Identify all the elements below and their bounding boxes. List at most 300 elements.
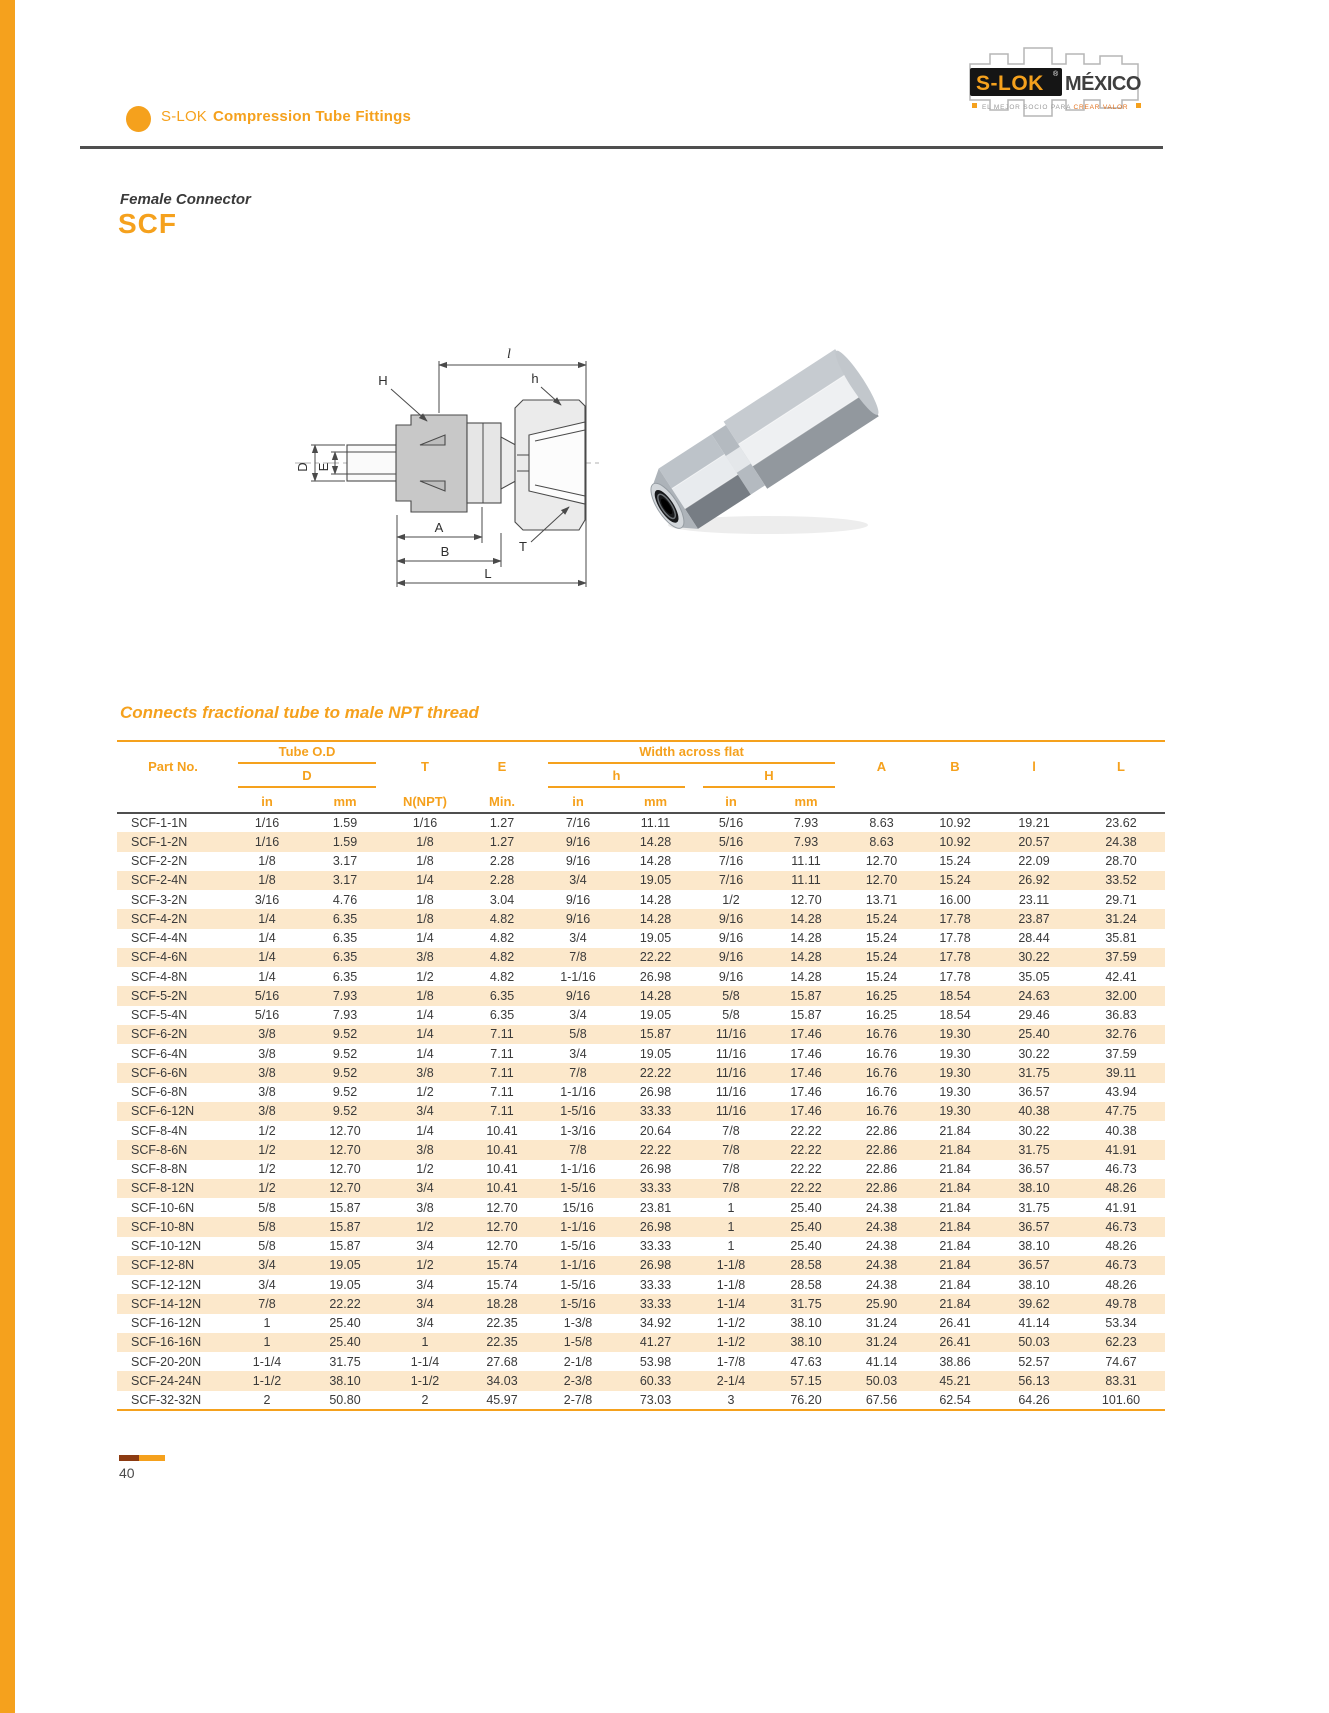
value-cell: 15.87 (790, 988, 822, 1003)
value-cell: 64.26 (1018, 1392, 1050, 1407)
footer-bar-dark (119, 1455, 139, 1461)
value-cell: 16.76 (865, 1027, 898, 1042)
value-cell: 1.27 (489, 816, 515, 831)
spacer-cell (844, 790, 919, 813)
value-cell: 22.86 (865, 1142, 898, 1157)
value-cell: 9/16 (718, 969, 744, 984)
value-cell: 25.40 (329, 1335, 361, 1350)
value-cell: 15.87 (329, 1219, 361, 1234)
value-cell: 3/4 (569, 873, 587, 888)
value-cell: 27.68 (486, 1354, 518, 1369)
part-no-cell: SCF-2-2N (131, 854, 188, 869)
value-cell: 7.93 (332, 1008, 358, 1023)
value-cell: 1-5/16 (560, 1104, 596, 1119)
npt-thread-bore (529, 422, 585, 504)
value-cell: 33.33 (639, 1277, 672, 1292)
value-cell: 1/8 (416, 988, 434, 1003)
value-cell: 9/16 (565, 854, 591, 869)
value-cell: 7.93 (332, 988, 358, 1003)
value-cell: 22.35 (486, 1316, 518, 1331)
header-rule (80, 146, 1163, 149)
value-cell: 3/4 (416, 1239, 434, 1254)
value-cell: 12.70 (329, 1181, 361, 1196)
value-cell: 9.52 (332, 1104, 358, 1119)
value-cell: 1/8 (258, 873, 276, 888)
value-cell: 6.35 (332, 931, 358, 946)
value-cell: 3/8 (258, 1104, 276, 1119)
left-edge-strip (0, 0, 15, 1713)
value-cell: 57.15 (790, 1373, 822, 1388)
value-cell: 1/4 (258, 931, 276, 946)
value-cell: 15.74 (486, 1277, 518, 1292)
part-no-cell: SCF-12-8N (131, 1258, 195, 1273)
value-cell: 1-1/8 (716, 1258, 746, 1273)
value-cell: 29.71 (1105, 892, 1137, 907)
value-cell: 21.84 (939, 1162, 971, 1177)
value-cell: 19.30 (939, 1085, 971, 1100)
unit-in: in (261, 793, 273, 809)
value-cell: 26.92 (1018, 873, 1050, 888)
value-cell: 1/4 (258, 950, 276, 965)
unit-mm: mm (643, 793, 668, 809)
value-cell: 2.28 (489, 854, 515, 869)
col-t: T (421, 758, 429, 774)
value-cell: 11/16 (715, 1065, 747, 1080)
value-cell: 38.10 (329, 1373, 361, 1388)
value-cell: 11/16 (715, 1027, 747, 1042)
value-cell: 9/16 (718, 931, 744, 946)
value-cell: 29.46 (1018, 1008, 1050, 1023)
technical-drawing (285, 325, 605, 590)
value-cell: 1-1/8 (716, 1277, 746, 1292)
value-cell: 14.28 (639, 988, 672, 1003)
value-cell: 3/8 (258, 1046, 276, 1061)
value-cell: 1/4 (416, 1008, 434, 1023)
table-row (117, 1140, 1165, 1159)
value-cell: 9/16 (565, 834, 591, 849)
value-cell: 3/4 (258, 1277, 276, 1292)
value-cell: 23.87 (1018, 911, 1050, 926)
value-cell: 41.14 (865, 1354, 898, 1369)
col-l-big: L (1117, 758, 1125, 774)
col-b: B (950, 758, 960, 774)
value-cell: 22.22 (790, 1162, 822, 1177)
value-cell: 3.17 (332, 873, 358, 888)
value-cell: 3/8 (258, 1065, 276, 1080)
value-cell: 32.00 (1105, 988, 1137, 1003)
value-cell: 16.00 (939, 892, 971, 907)
value-cell: 17.46 (790, 1104, 822, 1119)
value-cell: 22.09 (1018, 854, 1050, 869)
value-cell: 1/4 (258, 969, 276, 984)
value-cell: 14.28 (639, 834, 672, 849)
table-row (117, 871, 1165, 890)
value-cell: 9.52 (332, 1085, 358, 1100)
value-cell: 35.81 (1105, 931, 1137, 946)
unit-in: in (572, 793, 584, 809)
logo-region-text: MÉXICO (1065, 73, 1141, 95)
table-row (117, 1063, 1165, 1082)
value-cell: 6.35 (332, 911, 358, 926)
value-cell: 1-1/16 (560, 1085, 596, 1100)
table-row (117, 813, 1165, 832)
value-cell: 19.30 (939, 1104, 971, 1119)
spec-table-body (117, 813, 1165, 1410)
nut-section (396, 415, 467, 512)
value-cell: 3/8 (416, 1142, 434, 1157)
value-cell: 2 (263, 1392, 271, 1407)
value-cell: 16.25 (865, 1008, 898, 1023)
value-cell: 4.76 (332, 892, 358, 907)
value-cell: 12.70 (329, 1162, 361, 1177)
value-cell: 18.28 (486, 1296, 518, 1311)
value-cell: 19.05 (329, 1258, 361, 1273)
value-cell: 11.11 (791, 873, 821, 888)
value-cell: 31.75 (1018, 1142, 1050, 1157)
value-cell: 15.24 (865, 911, 898, 926)
value-cell: 38.10 (790, 1316, 822, 1331)
value-cell: 45.97 (486, 1392, 518, 1407)
part-no-cell: SCF-4-2N (131, 911, 188, 926)
value-cell: 3/4 (416, 1181, 434, 1196)
value-cell: 21.84 (939, 1142, 971, 1157)
value-cell: 7/8 (569, 950, 587, 965)
value-cell: 22.86 (865, 1123, 898, 1138)
value-cell: 56.13 (1018, 1373, 1050, 1388)
value-cell: 31.24 (865, 1335, 898, 1350)
value-cell: 7/16 (718, 854, 744, 869)
table-row (117, 1083, 1165, 1102)
value-cell: 2-1/8 (563, 1354, 593, 1369)
slok-mexico-logo (950, 34, 1150, 130)
value-cell: 26.98 (639, 1258, 672, 1273)
value-cell: 5/8 (258, 1239, 276, 1254)
part-no-cell: SCF-10-6N (131, 1200, 195, 1215)
part-no-cell: SCF-8-4N (131, 1123, 188, 1138)
value-cell: 28.58 (790, 1258, 822, 1273)
spacer-cell (117, 790, 229, 813)
value-cell: 53.98 (639, 1354, 672, 1369)
value-cell: 30.22 (1018, 1046, 1050, 1061)
dim-label-H: H (378, 373, 388, 388)
value-cell: 45.21 (939, 1373, 971, 1388)
value-cell: 33.33 (639, 1181, 672, 1196)
dim-label-D: D (295, 462, 310, 472)
value-cell: 2-1/4 (716, 1373, 746, 1388)
table-row (117, 1217, 1165, 1236)
value-cell: 23.11 (1018, 892, 1050, 907)
value-cell: 1-5/16 (560, 1296, 596, 1311)
value-cell: 14.28 (790, 950, 822, 965)
value-cell: 17.46 (790, 1065, 822, 1080)
col-e: E (497, 758, 507, 774)
col-l-small: l (1032, 758, 1036, 774)
value-cell: 76.20 (790, 1392, 822, 1407)
table-row (117, 1044, 1165, 1063)
value-cell: 19.05 (639, 1008, 672, 1023)
product-family: Female Connector (120, 191, 251, 208)
value-cell: 3/8 (416, 950, 434, 965)
value-cell: 7.93 (793, 816, 819, 831)
value-cell: 1/4 (258, 911, 276, 926)
value-cell: 24.38 (865, 1258, 898, 1273)
value-cell: 9.52 (332, 1065, 358, 1080)
value-cell: 74.67 (1105, 1354, 1137, 1369)
value-cell: 4.82 (489, 931, 515, 946)
value-cell: 1-7/8 (716, 1354, 746, 1369)
part-no-cell: SCF-8-12N (131, 1181, 195, 1196)
value-cell: 15.24 (939, 854, 971, 869)
value-cell: 3 (727, 1392, 735, 1407)
table-row (117, 1237, 1165, 1256)
value-cell: 28.70 (1105, 854, 1137, 869)
value-cell: 38.10 (1018, 1181, 1050, 1196)
value-cell: 21.84 (939, 1296, 971, 1311)
value-cell: 67.56 (865, 1392, 898, 1407)
value-cell: 37.59 (1105, 950, 1137, 965)
value-cell: 41.27 (639, 1335, 672, 1350)
value-cell: 48.26 (1105, 1277, 1137, 1292)
table-row (117, 1371, 1165, 1390)
table-row (117, 986, 1165, 1005)
value-cell: 12.70 (486, 1200, 518, 1215)
value-cell: 22.22 (639, 1065, 672, 1080)
value-cell: 34.92 (639, 1316, 672, 1331)
footer-bars (119, 1455, 165, 1461)
value-cell: 25.40 (790, 1219, 822, 1234)
section-brand: S-LOK (161, 108, 208, 125)
value-cell: 9/16 (718, 911, 744, 926)
page-number: 40 (119, 1465, 135, 1481)
value-cell: 21.84 (939, 1239, 971, 1254)
value-cell: 1/2 (416, 969, 434, 984)
value-cell: 7/8 (569, 1142, 587, 1157)
col-part-no: Part No. (148, 758, 198, 774)
value-cell: 12.70 (329, 1142, 361, 1157)
table-row (117, 852, 1165, 871)
value-cell: 3/8 (258, 1027, 276, 1042)
col-group-h-small: h (539, 765, 694, 790)
value-cell: 1/8 (416, 911, 434, 926)
value-cell: 83.31 (1105, 1373, 1137, 1388)
value-cell: 60.33 (639, 1373, 672, 1388)
value-cell: 46.73 (1105, 1258, 1137, 1273)
value-cell: 9/16 (565, 911, 591, 926)
dim-label-T: T (519, 539, 527, 554)
col-group-h-big: H (694, 765, 844, 790)
value-cell: 19.30 (939, 1065, 971, 1080)
value-cell: 26.98 (639, 1219, 672, 1234)
value-cell: 1 (263, 1316, 271, 1331)
value-cell: 10.92 (939, 816, 971, 831)
value-cell: 17.46 (790, 1027, 822, 1042)
value-cell: 22.22 (639, 950, 672, 965)
value-cell: 53.34 (1105, 1316, 1137, 1331)
value-cell: 1-1/4 (252, 1354, 282, 1369)
part-no-cell: SCF-16-12N (131, 1316, 202, 1331)
value-cell: 19.21 (1018, 816, 1050, 831)
value-cell: 32.76 (1105, 1027, 1137, 1042)
value-cell: 19.05 (639, 873, 672, 888)
value-cell: 1-3/16 (560, 1123, 596, 1138)
value-cell: 19.05 (639, 931, 672, 946)
value-cell: 19.30 (939, 1027, 971, 1042)
value-cell: 26.98 (639, 1162, 672, 1177)
part-no-cell: SCF-6-12N (131, 1104, 195, 1119)
value-cell: 14.28 (639, 854, 672, 869)
footer-bar-orange (139, 1455, 165, 1461)
value-cell: 50.03 (865, 1373, 898, 1388)
value-cell: 21.84 (939, 1258, 971, 1273)
value-cell: 7/8 (722, 1162, 740, 1177)
value-cell: 1.27 (489, 834, 515, 849)
part-no-cell: SCF-5-2N (131, 988, 188, 1003)
value-cell: 34.03 (486, 1373, 518, 1388)
value-cell: 12.70 (790, 892, 822, 907)
value-cell: 1/4 (416, 873, 434, 888)
dim-label-l-small: l (507, 347, 511, 362)
body-hex-section (467, 423, 501, 503)
product-photo (640, 335, 895, 545)
value-cell: 33.52 (1105, 873, 1137, 888)
value-cell: 5/16 (254, 1008, 280, 1023)
value-cell: 22.86 (865, 1181, 898, 1196)
value-cell: 1/16 (412, 816, 438, 831)
value-cell: 1-1/16 (560, 1219, 596, 1234)
value-cell: 1 (727, 1239, 735, 1254)
value-cell: 38.10 (1018, 1277, 1050, 1292)
table-row (117, 1160, 1165, 1179)
value-cell: 4.82 (489, 911, 515, 926)
value-cell: 41.91 (1105, 1142, 1137, 1157)
value-cell: 5/8 (258, 1219, 276, 1234)
value-cell: 16.76 (865, 1104, 898, 1119)
value-cell: 3/4 (258, 1258, 276, 1273)
value-cell: 36.57 (1018, 1162, 1050, 1177)
table-row (117, 1391, 1165, 1410)
value-cell: 21.84 (939, 1123, 971, 1138)
value-cell: 1-3/8 (563, 1316, 593, 1331)
value-cell: 16.76 (865, 1046, 898, 1061)
value-cell: 26.41 (939, 1316, 971, 1331)
value-cell: 39.11 (1105, 1065, 1137, 1080)
value-cell: 36.57 (1018, 1219, 1050, 1234)
value-cell: 5/16 (718, 834, 744, 849)
col-group-width-across-flat: Width across flat (539, 741, 844, 765)
value-cell: 12.70 (329, 1123, 361, 1138)
unit-mm: mm (794, 793, 818, 809)
value-cell: 9/16 (565, 988, 591, 1003)
value-cell: 3/4 (416, 1104, 434, 1119)
table-row (117, 1256, 1165, 1275)
value-cell: 7/16 (718, 873, 744, 888)
table-caption: Connects fractional tube to male NPT thread (120, 703, 479, 722)
value-cell: 30.22 (1018, 950, 1050, 965)
value-cell: 37.59 (1105, 1046, 1137, 1061)
col-group-tube-od: Tube O.D (229, 741, 385, 765)
value-cell: 1-1/4 (716, 1296, 746, 1311)
table-row (117, 909, 1165, 928)
dim-label-B: B (440, 544, 450, 559)
dim-label-E: E (316, 462, 331, 472)
value-cell: 1/2 (258, 1181, 276, 1196)
value-cell: 1 (421, 1335, 429, 1350)
value-cell: 18.54 (939, 1008, 971, 1023)
value-cell: 20.57 (1018, 834, 1050, 849)
value-cell: 3/4 (569, 1008, 587, 1023)
value-cell: 24.38 (1105, 834, 1137, 849)
value-cell: 3/4 (416, 1296, 434, 1311)
value-cell: 24.38 (865, 1219, 898, 1234)
col-group-d: D (229, 765, 385, 790)
part-no-cell: SCF-10-8N (131, 1219, 195, 1234)
value-cell: 33.33 (639, 1296, 672, 1311)
value-cell: 26.41 (939, 1335, 971, 1350)
part-no-cell: SCF-6-8N (131, 1085, 188, 1100)
value-cell: 3.17 (332, 854, 358, 869)
value-cell: 101.60 (1101, 1392, 1141, 1407)
value-cell: 9/16 (565, 892, 591, 907)
value-cell: 11.11 (640, 816, 671, 831)
value-cell: 12.70 (486, 1239, 518, 1254)
value-cell: 7/8 (722, 1142, 740, 1157)
value-cell: 7/8 (258, 1296, 276, 1311)
value-cell: 1-5/16 (560, 1239, 596, 1254)
value-cell: 1.59 (332, 816, 358, 831)
value-cell: 1-1/16 (560, 969, 596, 984)
product-code: SCF (118, 208, 177, 239)
unit-in: in (725, 793, 737, 809)
value-cell: 6.35 (489, 1008, 515, 1023)
value-cell: 25.40 (790, 1239, 822, 1254)
value-cell: 22.86 (865, 1162, 898, 1177)
value-cell: 5/16 (718, 816, 744, 831)
table-row (117, 1006, 1165, 1025)
value-cell: 12.70 (865, 873, 898, 888)
value-cell: 33.33 (639, 1239, 672, 1254)
value-cell: 3/8 (416, 1200, 434, 1215)
value-cell: 11/16 (715, 1085, 747, 1100)
value-cell: 10.92 (939, 834, 971, 849)
value-cell: 31.75 (329, 1354, 361, 1369)
value-cell: 9/16 (718, 950, 744, 965)
value-cell: 21.84 (939, 1181, 971, 1196)
value-cell: 25.40 (329, 1316, 361, 1331)
table-row (117, 948, 1165, 967)
value-cell: 36.83 (1105, 1008, 1137, 1023)
value-cell: 36.57 (1018, 1258, 1050, 1273)
value-cell: 1-5/8 (563, 1335, 593, 1350)
value-cell: 15.87 (639, 1027, 672, 1042)
value-cell: 12.70 (486, 1219, 518, 1234)
value-cell: 43.94 (1105, 1085, 1137, 1100)
value-cell: 21.84 (939, 1200, 971, 1215)
value-cell: 1-5/16 (560, 1181, 596, 1196)
value-cell: 38.86 (939, 1354, 971, 1369)
value-cell: 14.28 (639, 911, 672, 926)
value-cell: 5/8 (722, 1008, 740, 1023)
value-cell: 14.28 (790, 911, 822, 926)
value-cell: 52.57 (1018, 1354, 1050, 1369)
value-cell: 15.24 (939, 873, 971, 888)
value-cell: 17.46 (790, 1085, 822, 1100)
value-cell: 7/8 (722, 1123, 740, 1138)
part-no-cell: SCF-14-12N (131, 1296, 202, 1311)
value-cell: 7/8 (569, 1065, 587, 1080)
value-cell: 20.64 (639, 1123, 672, 1138)
value-cell: 10.41 (486, 1162, 518, 1177)
value-cell: 40.38 (1018, 1104, 1050, 1119)
